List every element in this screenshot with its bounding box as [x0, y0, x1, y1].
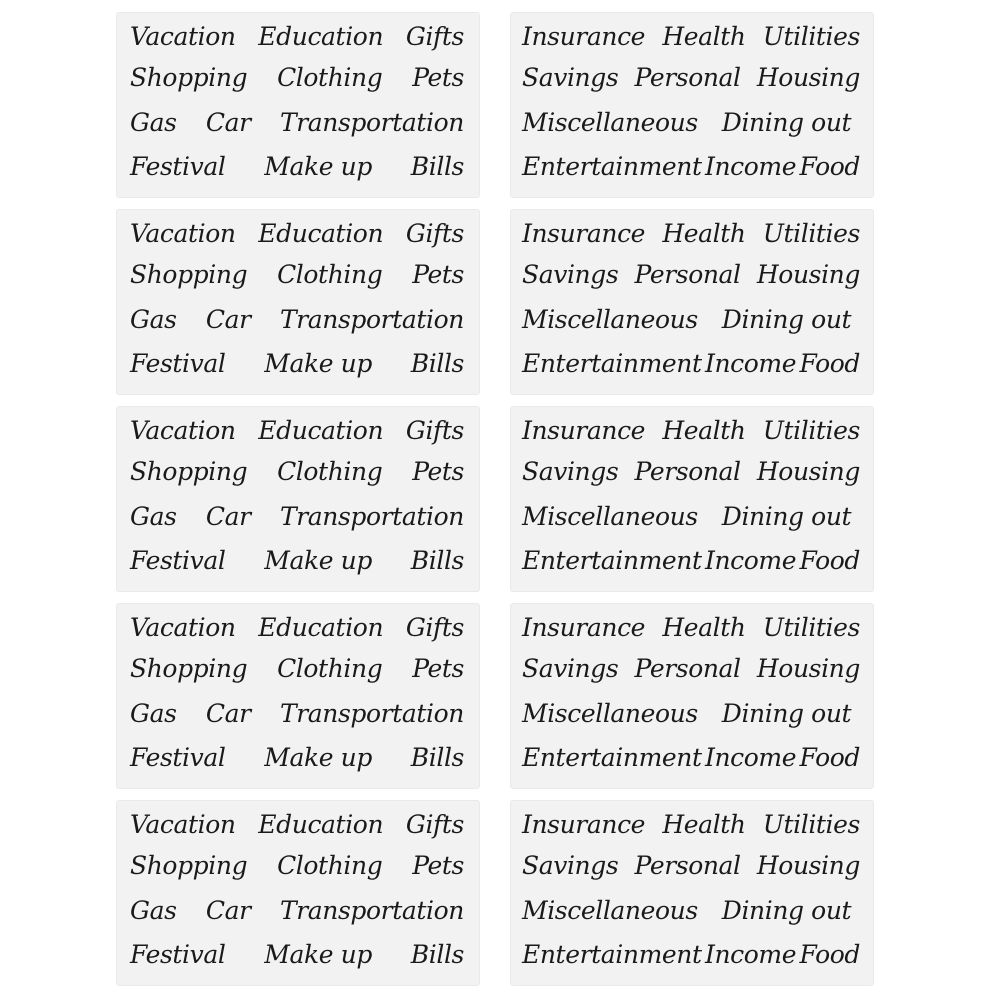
label-word: Gifts: [405, 810, 464, 839]
label-word: Transportation: [279, 896, 464, 925]
label-word: Gas: [130, 699, 177, 728]
sticker-line: [116, 349, 480, 379]
sticker-line: [116, 743, 480, 773]
label-word: Utilities: [762, 416, 860, 445]
label-word: Bills: [410, 546, 464, 575]
label-word: Health: [662, 613, 746, 642]
sticker-line: [510, 546, 874, 576]
label-word: Clothing: [277, 851, 383, 880]
sticker-line: [510, 305, 874, 335]
label-word: Income: [705, 349, 797, 378]
label-word: Personal: [634, 457, 741, 486]
label-word: Entertainment: [522, 743, 702, 772]
sticker-line: [510, 699, 874, 729]
label-word: Pets: [412, 63, 464, 92]
label-word: Car: [205, 108, 251, 137]
sticker-line: [116, 108, 480, 138]
sticker-line: [116, 305, 480, 335]
label-word: Dining out: [721, 305, 852, 334]
label-word: Vacation: [130, 416, 236, 445]
label-word: Savings: [522, 654, 619, 683]
label-word: Vacation: [130, 22, 236, 51]
sticker-line: [510, 457, 874, 487]
label-word: Housing: [756, 654, 860, 683]
label-word: Miscellaneous: [522, 502, 698, 531]
label-word: Dining out: [721, 502, 852, 531]
label-word: Festival: [130, 940, 226, 969]
sticker-line: [510, 416, 874, 446]
label-word: Food: [799, 743, 860, 772]
label-word: Dining out: [721, 896, 852, 925]
label-word: Bills: [410, 940, 464, 969]
sticker-card-right-5: [510, 800, 874, 986]
sticker-card-left-3: [116, 406, 480, 592]
label-word: Gas: [130, 502, 177, 531]
label-word: Health: [662, 810, 746, 839]
label-word: Insurance: [522, 219, 646, 248]
label-word: Housing: [756, 851, 860, 880]
label-word: Miscellaneous: [522, 699, 698, 728]
label-word: Entertainment: [522, 349, 702, 378]
label-word: Gas: [130, 896, 177, 925]
sticker-line: [116, 22, 480, 52]
label-word: Entertainment: [522, 546, 702, 575]
label-word: Transportation: [279, 699, 464, 728]
label-word: Education: [258, 613, 384, 642]
label-word: Bills: [410, 152, 464, 181]
label-word: Festival: [130, 743, 226, 772]
label-word: Pets: [412, 457, 464, 486]
label-word: Entertainment: [522, 152, 702, 181]
label-word: Utilities: [762, 810, 860, 839]
label-word: Savings: [522, 851, 619, 880]
sticker-line: [116, 546, 480, 576]
sticker-line: [510, 810, 874, 840]
sticker-line: [510, 22, 874, 52]
label-word: Gifts: [405, 416, 464, 445]
label-word: Housing: [756, 260, 860, 289]
sticker-line: [510, 654, 874, 684]
sticker-line: [510, 63, 874, 93]
label-word: Pets: [412, 260, 464, 289]
sticker-line: [510, 743, 874, 773]
label-word: Make up: [264, 152, 372, 181]
label-word: Clothing: [277, 260, 383, 289]
label-word: Vacation: [130, 613, 236, 642]
sticker-line: [510, 502, 874, 532]
label-word: Shopping: [130, 457, 248, 486]
label-word: Gas: [130, 108, 177, 137]
sticker-line: [116, 502, 480, 532]
label-word: Shopping: [130, 654, 248, 683]
label-word: Insurance: [522, 613, 646, 642]
sticker-line: [116, 940, 480, 970]
label-word: Gifts: [405, 613, 464, 642]
sticker-line: [116, 416, 480, 446]
label-word: Savings: [522, 260, 619, 289]
label-word: Transportation: [279, 305, 464, 334]
label-word: Pets: [412, 654, 464, 683]
label-word: Miscellaneous: [522, 896, 698, 925]
label-word: Festival: [130, 546, 226, 575]
sticker-line: [116, 63, 480, 93]
label-word: Make up: [264, 743, 372, 772]
label-word: Car: [205, 896, 251, 925]
label-word: Utilities: [762, 22, 860, 51]
label-word: Education: [258, 22, 384, 51]
label-word: Make up: [264, 349, 372, 378]
label-word: Insurance: [522, 22, 646, 51]
sticker-card-right-2: [510, 209, 874, 395]
label-word: Utilities: [762, 219, 860, 248]
sticker-line: [510, 152, 874, 182]
label-word: Housing: [756, 457, 860, 486]
sticker-line: [510, 260, 874, 290]
label-word: Health: [662, 219, 746, 248]
sticker-line: [510, 613, 874, 643]
label-word: Health: [662, 22, 746, 51]
sticker-line: [116, 699, 480, 729]
label-word: Shopping: [130, 63, 248, 92]
label-word: Transportation: [279, 502, 464, 531]
sticker-line: [510, 349, 874, 379]
label-word: Make up: [264, 546, 372, 575]
label-word: Shopping: [130, 851, 248, 880]
label-word: Car: [205, 699, 251, 728]
label-word: Food: [799, 546, 860, 575]
sticker-line: [116, 457, 480, 487]
label-word: Pets: [412, 851, 464, 880]
label-word: Savings: [522, 63, 619, 92]
sticker-line: [116, 810, 480, 840]
label-word: Clothing: [277, 457, 383, 486]
sticker-card-right-1: [510, 12, 874, 198]
sticker-line: [116, 260, 480, 290]
sticker-card-right-3: [510, 406, 874, 592]
label-word: Bills: [410, 349, 464, 378]
sticker-line: [116, 896, 480, 926]
label-word: Vacation: [130, 219, 236, 248]
label-word: Miscellaneous: [522, 305, 698, 334]
sticker-line: [510, 108, 874, 138]
sticker-card-left-4: [116, 603, 480, 789]
label-word: Income: [705, 940, 797, 969]
sticker-card-left-2: [116, 209, 480, 395]
sticker-line: [116, 152, 480, 182]
label-word: Utilities: [762, 613, 860, 642]
sticker-line: [510, 896, 874, 926]
sticker-card-left-5: [116, 800, 480, 986]
label-word: Income: [705, 743, 797, 772]
sticker-line: [116, 613, 480, 643]
label-word: Housing: [756, 63, 860, 92]
label-word: Gifts: [405, 219, 464, 248]
label-word: Vacation: [130, 810, 236, 839]
label-word: Insurance: [522, 416, 646, 445]
label-word: Gifts: [405, 22, 464, 51]
label-word: Shopping: [130, 260, 248, 289]
label-word: Health: [662, 416, 746, 445]
label-word: Insurance: [522, 810, 646, 839]
label-word: Income: [705, 546, 797, 575]
label-word: Miscellaneous: [522, 108, 698, 137]
sticker-card-left-1: [116, 12, 480, 198]
label-word: Transportation: [279, 108, 464, 137]
label-word: Food: [799, 940, 860, 969]
label-word: Clothing: [277, 654, 383, 683]
sticker-line: [510, 851, 874, 881]
sticker-line: [510, 219, 874, 249]
sticker-line: [116, 851, 480, 881]
label-word: Festival: [130, 349, 226, 378]
label-word: Income: [705, 152, 797, 181]
sticker-line: [510, 940, 874, 970]
label-word: Food: [799, 152, 860, 181]
label-word: Entertainment: [522, 940, 702, 969]
label-word: Personal: [634, 260, 741, 289]
label-word: Personal: [634, 851, 741, 880]
label-word: Education: [258, 219, 384, 248]
label-word: Education: [258, 810, 384, 839]
label-word: Dining out: [721, 108, 852, 137]
sticker-line: [116, 654, 480, 684]
label-word: Car: [205, 502, 251, 531]
label-word: Savings: [522, 457, 619, 486]
label-word: Festival: [130, 152, 226, 181]
label-word: Dining out: [721, 699, 852, 728]
label-word: Car: [205, 305, 251, 334]
sticker-line: [116, 219, 480, 249]
label-word: Food: [799, 349, 860, 378]
label-word: Gas: [130, 305, 177, 334]
sticker-card-right-4: [510, 603, 874, 789]
label-word: Personal: [634, 654, 741, 683]
label-word: Personal: [634, 63, 741, 92]
label-word: Make up: [264, 940, 372, 969]
label-word: Education: [258, 416, 384, 445]
label-word: Clothing: [277, 63, 383, 92]
label-word: Bills: [410, 743, 464, 772]
